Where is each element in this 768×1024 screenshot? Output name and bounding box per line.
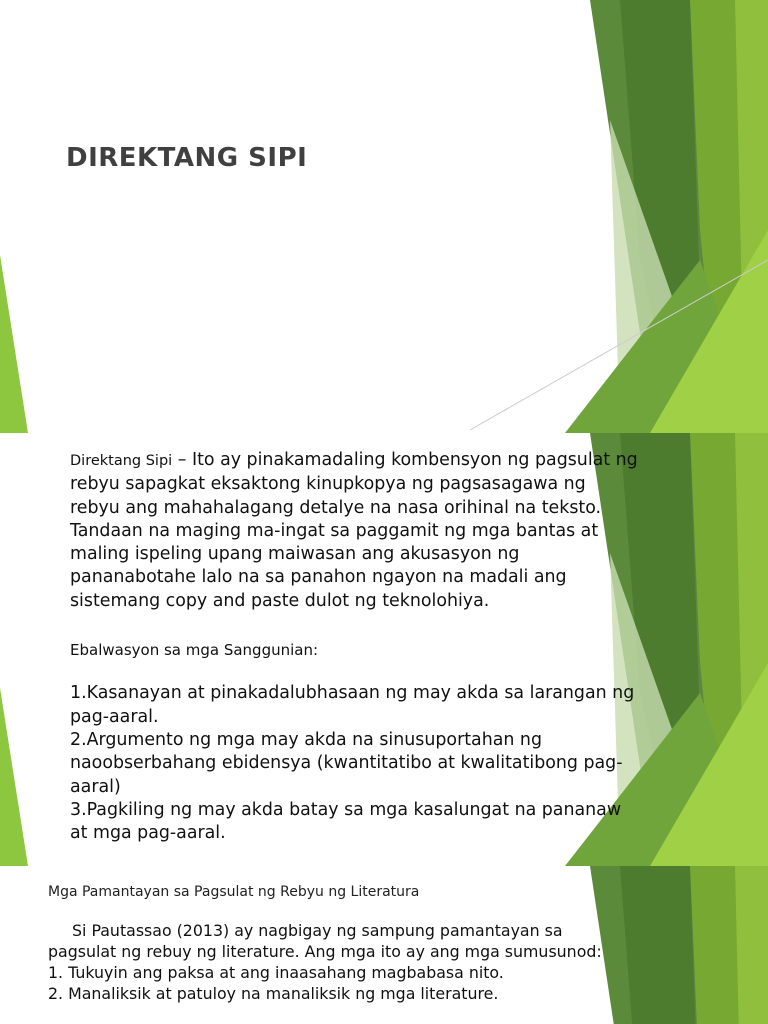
definition-paragraph: [70, 449, 640, 613]
slide-title: DIREKTANG SIPI: [66, 143, 308, 173]
list-item: 2.Argumento ng mga may akda na sinusuportahan ng naoobserbahang ebidensya (kwantitatibo at kwalitatibong pag-aaral): [70, 729, 623, 797]
eval-list: [70, 682, 640, 845]
list-item: 1. Tukuyin ang paksa at ang inaasahang magbabasa nito.: [48, 963, 504, 982]
term: Direktang Sipi: [70, 453, 173, 469]
green-triangle-decoration: [0, 0, 768, 433]
dash: –: [172, 450, 192, 470]
slide-2-body: [70, 449, 640, 845]
slide-1: [0, 0, 768, 433]
slide-3-title: Mga Pamantayan sa Pagsulat ng Rebyu ng Literatura: [48, 884, 420, 900]
list-item: 1.Kasanayan at pinakadalubhasaan ng may akda sa larangan ng pag-aaral.: [70, 683, 635, 727]
list-item: 3.Pagkiling ng may akda batay sa mga kasalungat na pananaw at mga pag-aaral.: [70, 799, 622, 844]
list-item: 2. Manaliksik at patuloy na manaliksik ng mga literature.: [48, 984, 499, 1003]
definition: Ito ay pinakamadaling kombensyon ng pagsulat ng rebyu sapagkat eksaktong kinupkopya ng pagsasagawa ng rebyu ang mahahalagang detalye na nasa orihinal na teksto. Tandaan na maging ma-ingat sa paggamit ng mga bantas at maling ispeling upang maiwasan ang akusasyon ng pananabotahe lalo na sa panahon ngayon na madali ang sistemang copy and paste dulot ng teknolohiya.: [70, 450, 638, 611]
eval-heading: Ebalwasyon sa mga Sanggunian:: [70, 641, 319, 660]
slide-3-body: [48, 920, 618, 1004]
intro-paragraph: Si Pautassao (2013) ay nagbigay ng sampung pamantayan sa pagsulat ng rebuy ng literature. Ang mga ito ay ang mga sumusunod:: [48, 921, 602, 961]
